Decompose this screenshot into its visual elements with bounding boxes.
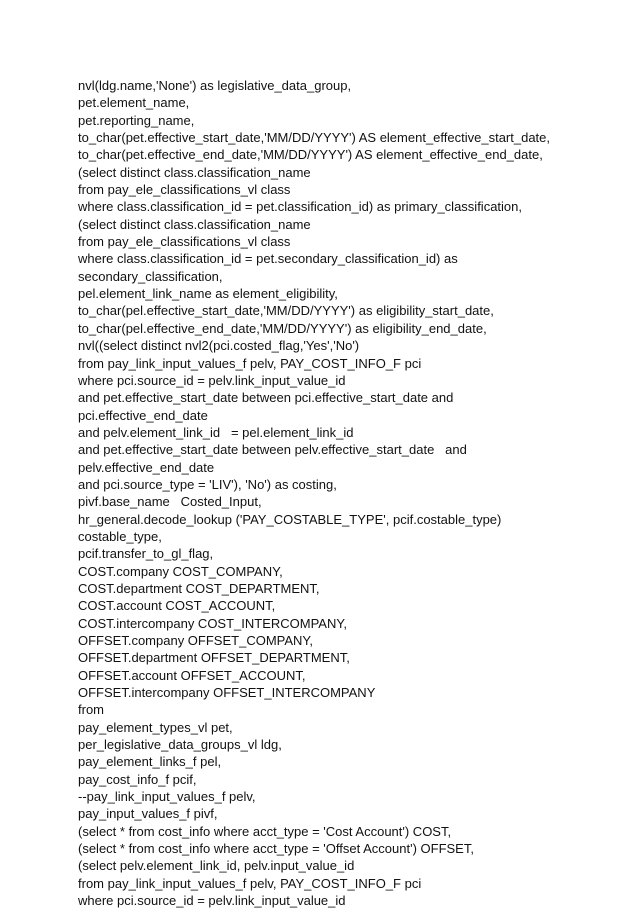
code-line: to_char(pel.effective_end_date,'MM/DD/YYYY') as eligibility_end_date,	[78, 320, 487, 336]
code-line: OFFSET.intercompany OFFSET_INTERCOMPANY	[78, 685, 376, 701]
code-line: and pelv.element_link_id = pel.element_link_id	[78, 424, 354, 440]
code-line: OFFSET.department OFFSET_DEPARTMENT,	[78, 650, 350, 666]
code-line: where class.classification_id = pet.classification_id) as primary_classification,	[78, 199, 522, 215]
code-line: and pci.source_type = 'LIV'), 'No') as costing,	[78, 476, 337, 492]
code-line: (select distinct class.classification_name	[78, 216, 311, 232]
code-line: pay_input_values_f pivf,	[78, 806, 218, 822]
code-line: --pay_link_input_values_f pelv,	[78, 789, 256, 805]
code-line: COST.department COST_DEPARTMENT,	[78, 580, 320, 596]
code-line: from pay_link_input_values_f pelv, PAY_COST_INFO_F pci	[78, 355, 422, 371]
code-line: pcif.transfer_to_gl_flag,	[78, 546, 214, 562]
code-line: and pet.effective_start_date between pelv.effective_start_date and	[78, 442, 467, 458]
code-line: pet.element_name,	[78, 95, 190, 111]
code-line: (select * from cost_info where acct_type = 'Cost Account') COST,	[78, 823, 452, 839]
code-line: to_char(pel.effective_start_date,'MM/DD/YYYY') as eligibility_start_date,	[78, 303, 494, 319]
code-line: COST.intercompany COST_INTERCOMPANY,	[78, 615, 347, 631]
code-line: from pay_ele_classifications_vl class	[78, 234, 291, 250]
code-line: pelv.effective_end_date	[78, 459, 215, 475]
code-line: OFFSET.account OFFSET_ACCOUNT,	[78, 667, 306, 683]
code-line: per_legislative_data_groups_vl ldg,	[78, 737, 282, 753]
code-line: to_char(pet.effective_end_date,'MM/DD/YYYY') AS element_effective_end_date,	[78, 147, 543, 163]
code-line: pay_cost_info_f pcif,	[78, 771, 197, 787]
code-line: COST.company COST_COMPANY,	[78, 563, 283, 579]
code-line: nvl((select distinct nvl2(pci.costed_flag,'Yes','No')	[78, 338, 360, 354]
code-line: OFFSET.company OFFSET_COMPANY,	[78, 633, 314, 648]
code-line: secondary_classification,	[78, 268, 223, 284]
code-line: where pci.source_id = pelv.link_input_value_id	[78, 372, 346, 388]
code-line: pet.reporting_name,	[78, 112, 195, 128]
code-line: costable_type,	[78, 528, 162, 544]
code-line: hr_general.decode_lookup ('PAY_COSTABLE_TYPE', pcif.costable_type)	[78, 511, 502, 527]
code-line: (select distinct class.classification_name	[78, 164, 311, 180]
code-line: and pet.effective_start_date between pci.effective_start_date and	[78, 390, 454, 406]
code-line: pay_element_types_vl pet,	[78, 719, 233, 735]
sql-code-block	[78, 77, 628, 910]
code-line: from pay_link_input_values_f pelv, PAY_COST_INFO_F pci	[78, 875, 422, 891]
code-line: from	[78, 702, 104, 718]
code-line: where pci.source_id = pelv.link_input_value_id	[78, 893, 346, 909]
code-line: (select pelv.element_link_id, pelv.input_value_id	[78, 858, 355, 874]
code-line: pay_element_links_f pel,	[78, 754, 222, 770]
code-line: where class.classification_id = pet.secondary_classification_id) as	[78, 251, 458, 267]
code-line: to_char(pet.effective_start_date,'MM/DD/YYYY') AS element_effective_start_date,	[78, 130, 551, 146]
code-line: pivf.base_name Costed_Input,	[78, 494, 262, 510]
code-line: pel.element_link_name as element_eligibility,	[78, 286, 338, 302]
code-line: nvl(ldg.name,'None') as legislative_data_group,	[78, 78, 352, 93]
code-line: (select * from cost_info where acct_type = 'Offset Account') OFFSET,	[78, 841, 474, 857]
code-line: from pay_ele_classifications_vl class	[78, 182, 291, 198]
code-line: COST.account COST_ACCOUNT,	[78, 598, 276, 614]
code-line: pci.effective_end_date	[78, 407, 208, 423]
